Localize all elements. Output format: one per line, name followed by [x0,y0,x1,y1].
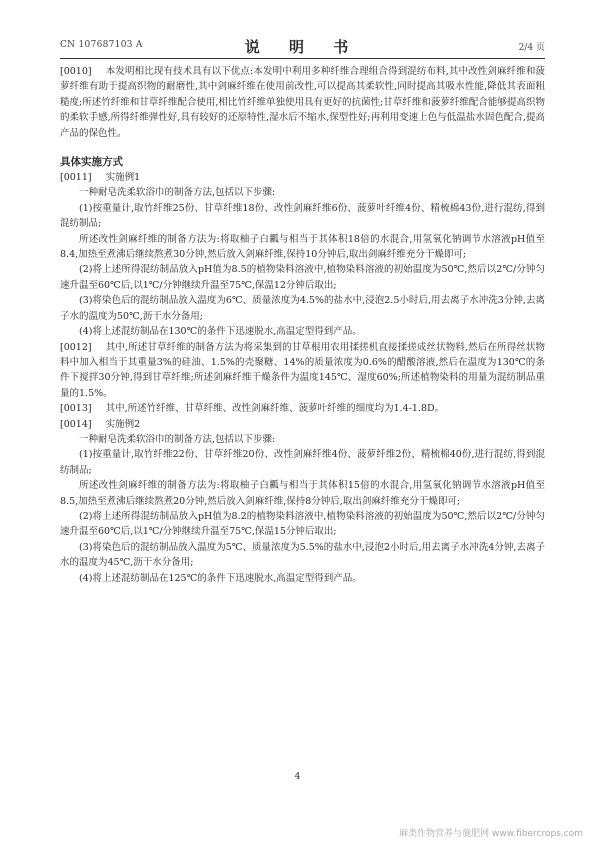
paragraph [60,262,545,293]
paragraph-number: [0011] [60,172,92,184]
paragraph [60,324,545,339]
paragraph-number: [0010] [60,66,92,77]
patent-number: CN 107687103 A [60,40,143,50]
paragraph-text: 本发明相比现有技术具有以下优点:本发明中利用多种纤维合理组合得到混纺布料,其中改性剑麻纤维和菠萝纤维有助于提高织物的耐磨性,其中剑麻纤维在使用前改性,可以提高其柔软性,同时提高其吸水性能,降低其表面粗糙度;所述竹纤维和甘草纤维配合使用,相比竹纤维单独使用具有更好的抗菌性;甘草纤维和菠萝纤维配合能够提高织物的柔软手感,所得纤维弹性好,具有较好的还原特性,湿水后不缩水,保型性好;再利用变速上色与低温盐水固色配合,提高产品的保色性。 [60,66,545,139]
paragraph-text: (4)将上述混纺制品在125℃的条件下迅速脱水,高温定型得到产品。 [79,572,362,584]
paragraph-text: 所述改性剑麻纤维的制备方法为:将取柚子白瓤与相当于其体积15倍的水混合,用氢氧化钠调节水溶液pH值至8.5,加热至煮沸后继续熬煮20分钟,然后放入剑麻纤维,保持8分钟后,取出剑麻纤维充分干燥即可; [60,480,545,507]
paragraph [60,401,545,416]
paragraph [60,432,545,447]
paragraph-text: (2)将上述所得混纺制品放入pH值为8.5的植物染料溶液中,植物染料溶液的初始温度为50℃,然后以2℃/分钟匀速升温至60℃后,以1℃/分钟继续升温至75℃,保温12分钟后取出; [60,264,545,291]
paragraph [60,509,545,540]
paragraph-text: 一种耐皂洗柔软浴巾的制备方法,包括以下步骤: [79,433,276,445]
paragraph-text: (2)将上述所得混纺制品放入pH值为8.2的植物染料溶液中,植物染料溶液的初始温度为50℃,然后以2℃/分钟匀速升温至60℃后,以1℃/分钟继续升温至75℃,保温15分钟后取出; [60,510,545,538]
document-body [60,64,545,586]
paragraph [60,293,545,324]
paragraph-text: (1)按重量计,取竹纤维22份、甘草纤维20份、改性剑麻纤维4份、菠萝纤维2份、精梳棉40份,进行混纺,得到混纺制品; [60,449,545,476]
paragraph [60,571,545,586]
page-header [60,36,545,54]
paragraph-text: 一种耐皂洗柔软浴巾的制备方法,包括以下步骤: [79,187,276,199]
document-title: 说 明 书 [244,38,361,56]
paragraph [60,417,545,432]
paragraph-text: 实施例2 [105,418,141,430]
paragraph [60,201,545,232]
paragraph-text: 其中,所述甘草纤维的制备方法为将采集到的甘草根用农用揉搓机直接揉搓成丝状物料,然后在所得丝状物料中加入相当于其重量3%的硅油、1.5%的壳聚糖、14%的质量浓度为0.6%的醋酸溶液,然后在温度为130℃的条件下搅拌30分钟,得到甘草纤维;所述剑麻纤维干燥条件为温度145℃、湿度60%;所述植物染料的用量为混纺制品重量的1.5%。 [60,341,545,399]
paragraph [60,540,545,571]
section-heading: 具体实施方式 [60,156,123,169]
paragraph-number: [0013] [60,403,92,415]
paragraph-text: 实施例1 [105,172,141,184]
page-number: 4 [294,772,301,782]
paragraph-text: (1)按重量计,取竹纤维25份、甘草纤维18份、改性剑麻纤维6份、菠萝叶纤维4份、精梳棉43份,进行混纺,得到混纺制品; [60,202,545,230]
watermark: 麻类作物营养与施肥网 www.fibercrops.com [399,829,583,839]
paragraph-text: (3)将染色后的混纺制品放入温度为6℃、质量浓度为4.5%的盐水中,浸泡2.5小时后,用去离子水冲洗3分钟,去离子水的温度为50℃,沥干水分备用; [60,295,545,322]
paragraph [60,170,545,185]
paragraph [60,447,545,478]
paragraph [60,340,545,402]
paragraph-text: (3)将染色后的混纺制品放入温度为5℃、质量浓度为5.5%的盐水中,浸泡2小时后,用去离子水冲洗4分钟,去离子水的温度为45℃,沥干水分备用; [60,541,545,569]
page-info: 2/4 页 [518,43,545,53]
header-rule [60,58,545,59]
paragraph-number: [0014] [60,418,92,430]
paragraph [60,64,545,141]
paragraph [60,232,545,263]
paragraph-text: (4)将上述混纺制品在130℃的条件下迅速脱水,高温定型得到产品。 [79,326,362,338]
paragraph-text: 所述改性剑麻纤维的制备方法为:将取柚子白瓤与相当于其体积18倍的水混合,用氢氧化钠调节水溶液pH值至8.4,加热至煮沸后继续熬煮30分钟,然后放入剑麻纤维,保持10分钟后,取出剑麻纤维充分干燥即可; [60,233,545,261]
paragraph-text: 其中,所述竹纤维、甘草纤维、改性剑麻纤维、菠萝叶纤维的细度均为1.4-1.8D。 [105,403,445,415]
paragraph-number: [0012] [60,341,92,353]
paragraph [60,185,545,200]
paragraph [60,478,545,509]
